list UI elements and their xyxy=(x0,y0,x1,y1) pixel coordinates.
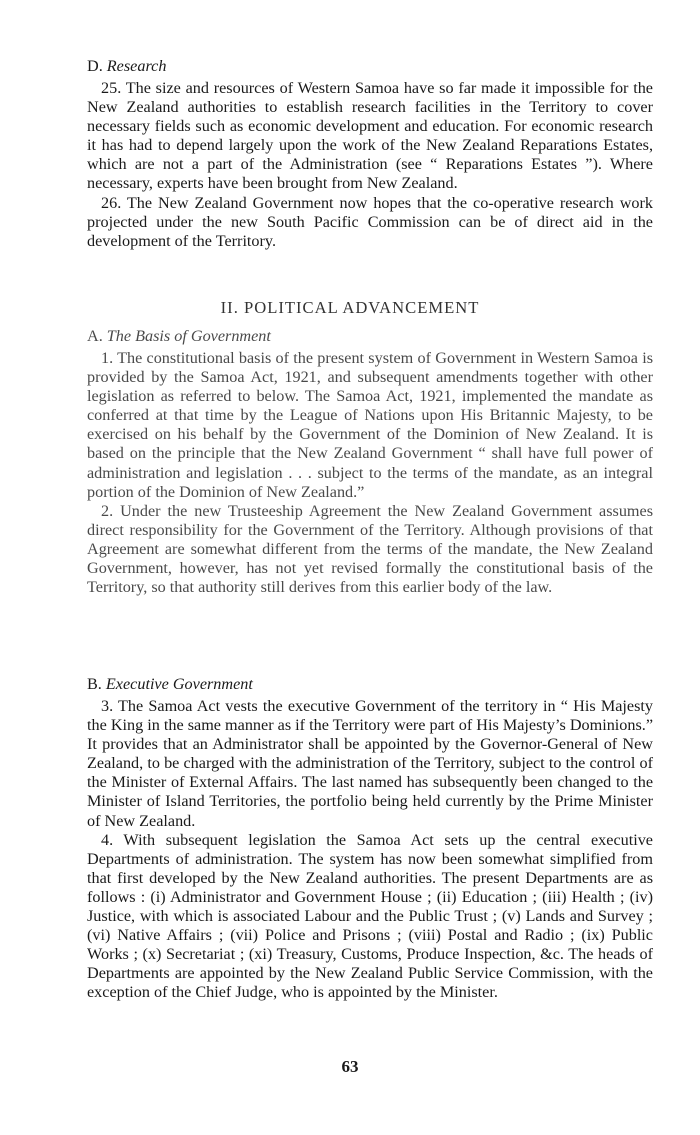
paragraph-4: 4. With subsequent legislation the Samoa Act sets up the central executive Departments of administration. The system has now been somewhat simplified from that first developed by the New Zealand authorities. The present Departments are as follows : (i) Administrator and Government House ; (ii) Education ; (iii) Health ; (iv) Justice, with which is associated Labour and the Public Trust ; (v) Lands and Survey ; (vi) Native Affairs ; (vii) Police and Prisons ; (viii) Postal and Radio ; (ix) Public Works ; (x) Secretariat ; (xi) Treasury, Customs, Produce Inspection, &c. The heads of Departments are appointed by the New Zealand Public Service Commission, with the exception of the Chief Judge, who is appointed by the Minister. xyxy=(87,830,653,1002)
section-basis-of-government xyxy=(87,327,653,597)
paragraph-1: 1. The constitutional basis of the present system of Government in Western Samoa is provided by the Samoa Act, 1921, and subsequent amendments together with other legislation as referred to below. The Samoa Act, 1921, implemented the mandate as conferred at that time by the League of Nations upon His Britannic Majesty, to be exercised on his behalf by the Government of the Dominion of New Zealand. It is based on the principle that the New Zealand Government “ shall have full power of administration and legislation . . . subject to the terms of the mandate, as an integral portion of the Dominion of New Zealand.” xyxy=(87,349,653,501)
paragraph-25: 25. The size and resources of Western Samoa have so far made it impossible for the New Zealand authorities to establish research facilities in the Territory to cover necessary fields such as economic development and education. For economic research it has had to depend largely upon the work of the New Zealand Reparations Estates, which are not a part of the Administration (see “ Reparations Estates ”). Where necessary, experts have been brought from New Zealand. xyxy=(87,79,653,193)
section-heading xyxy=(87,57,653,76)
section-heading xyxy=(87,327,653,346)
section-letter: D. xyxy=(87,57,103,75)
paragraph-3: 3. The Samoa Act vests the executive Government of the territory in “ His Majesty the King in the same manner as if the Territory were part of His Majesty’s Dominions.” It provides that an Administrator shall be appointed by the Governor-General of New Zealand, to be charged with the administration of the Territory, subject to the control of the Minister of External Affairs. The last named has subsequently been changed to the Minister of Island Territories, the portfolio being held currently by the Prime Minister of New Zealand. xyxy=(87,697,653,830)
paragraph-26: 26. The New Zealand Government now hopes that the co-operative research work projected under the new South Pacific Commission can be of direct aid in the development of the Territory. xyxy=(87,193,653,250)
section-title: The Basis of Government xyxy=(106,327,271,345)
section-letter: A. xyxy=(87,327,103,345)
paragraph-2: 2. Under the new Trusteeship Agreement the New Zealand Government assumes direct responsibility for the Government of the Territory. Although provisions of that Agreement are somewhat different from the terms of the mandate, the New Zealand Government, however, has not yet revised formally the constitutional basis of the Territory, so that authority still derives from this earlier body of the law. xyxy=(87,501,653,597)
section-research xyxy=(87,57,653,251)
section-letter: B. xyxy=(87,675,102,693)
page-number: 63 xyxy=(341,1057,359,1076)
section-title: Research xyxy=(106,57,167,75)
section-heading xyxy=(87,675,653,694)
section-title: Executive Government xyxy=(105,675,253,693)
section-executive-government xyxy=(87,675,653,1003)
part-title: II. POLITICAL ADVANCEMENT xyxy=(220,298,480,317)
